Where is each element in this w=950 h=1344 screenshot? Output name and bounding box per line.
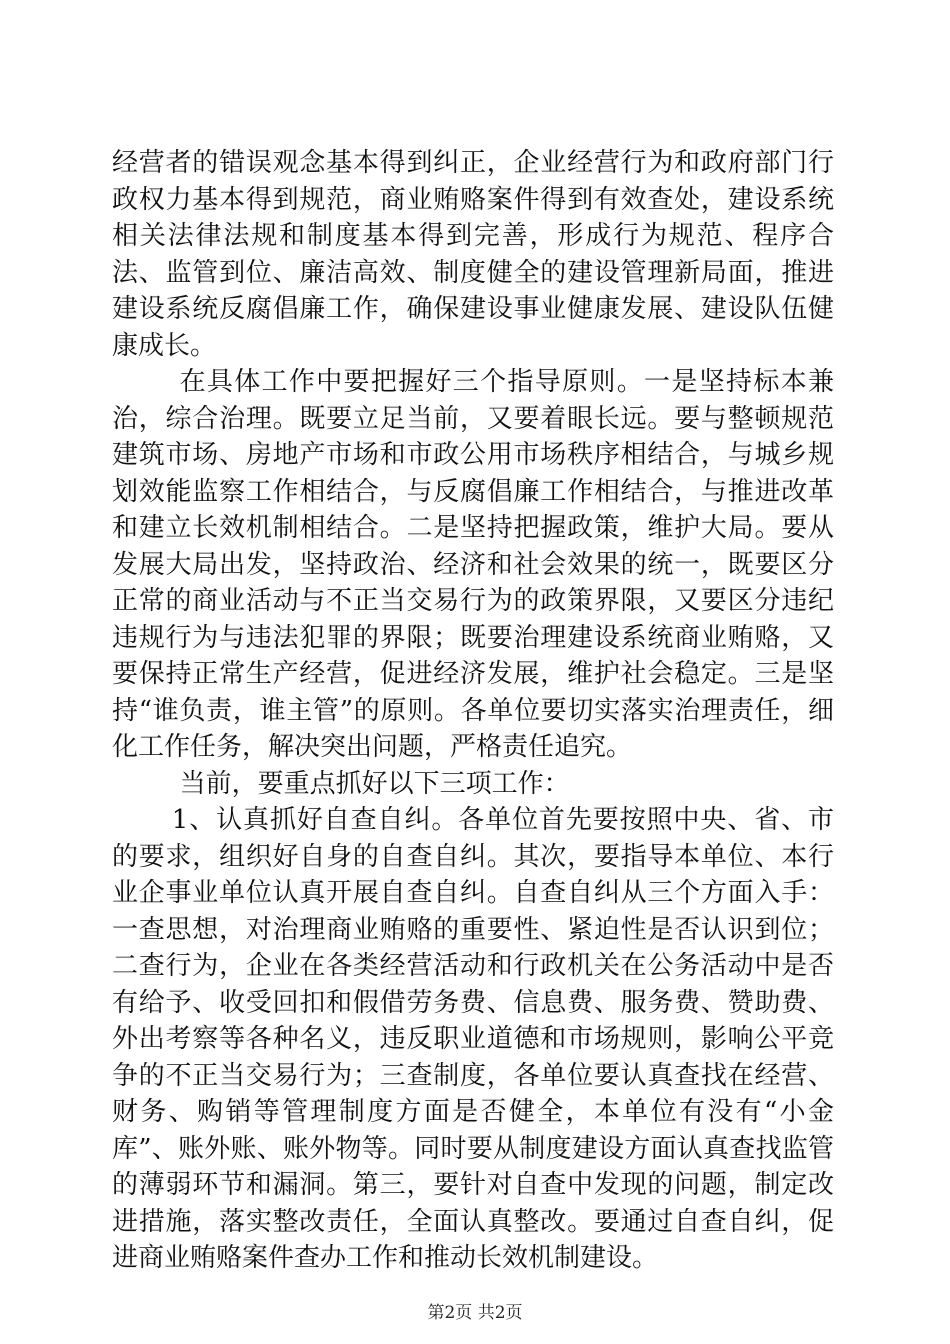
- page-footer: 第2页 共2页: [427, 1303, 523, 1323]
- paragraph-continuation: 经营者的错误观念基本得到纠正，企业经营行为和政府部门行政权力基本得到规范，商业贿赂案件得到有效查处，建设系统相关法律法规和制度基本得到完善，形成行为规范、程序合法、监管到位、廉洁高效、制度健全的建设管理新局面，推进建设系统反腐倡廉工作，确保建设事业健康发展、建设队伍健康成长。: [112, 148, 834, 361]
- paragraph-guiding-principles: 在具体工作中要把握好三个指导原则。一是坚持标本兼治，综合治理。既要立足当前，又要着眼长远。要与整顿规范建筑市场、房地产市场和市政公用市场秩序相结合，与城乡规划效能监察工作相结合，与反腐倡廉工作相结合，与推进改革和建立长效机制相结合。二是坚持把握政策，维护大局。要从发展大局出发，坚持政治、经济和社会效果的统一，既要区分正常的商业活动与不正当交易行为的政策界限，又要区分违纪违规行为与违法犯罪的界限；既要治理建设系统商业贿赂，又要保持正常生产经营，促进经济发展，维护社会稳定。三是坚持“谁负责，谁主管”的原则。各单位要切实落实治理责任，细化工作任务，解决突出问题，严格责任追究。: [112, 367, 834, 762]
- paragraph-self-inspection: 1、认真抓好自查自纠。各单位首先要按照中央、省、市的要求，组织好自身的自查自纠。其次，要指导本单位、本行业企事业单位认真开展自查自纠。自查自纠从三个方面入手：一查思想，对治理商业贿赂的重要性、紧迫性是否认识到位；二查行为，企业在各类经营活动和行政机关在公务活动中是否有给予、收受回扣和假借劳务费、信息费、服务费、赞助费、外出考察等各种名义，违反职业道德和市场规则，影响公平竞争的不正当交易行为；三查制度，各单位要认真查找在经营、财务、购销等管理制度方面是否健全，本单位有没有“小金库”、账外账、账外物等。同时要从制度建设方面认真查找监管的薄弱环节和漏洞。第三，要针对自查中发现的问题，制定改进措施，落实整改责任，全面认真整改。要通过自查自纠，促进商业贿赂案件查办工作和推动长效机制建设。: [112, 805, 834, 1273]
- document-body: [112, 145, 834, 1277]
- paragraph-current-work: 当前，要重点抓好以下三项工作：: [179, 768, 570, 799]
